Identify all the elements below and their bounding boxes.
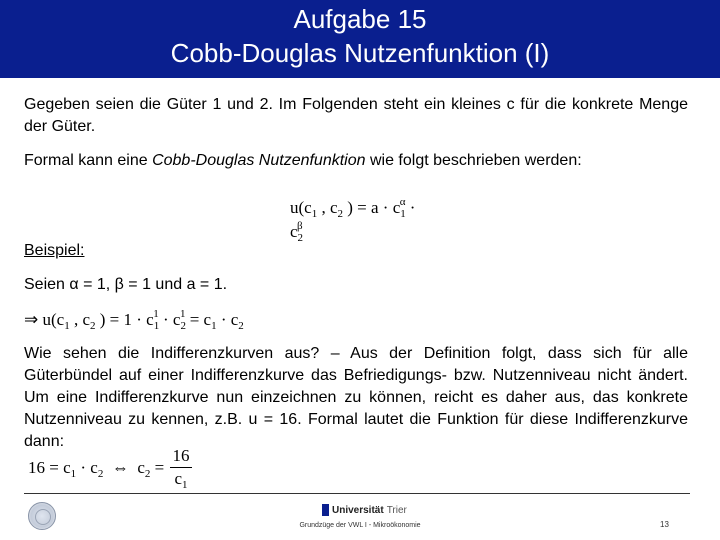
formal-prefix: Formal kann eine xyxy=(24,152,153,169)
slide-title-line1: Aufgabe 15 xyxy=(293,4,427,34)
university-logo-mark-icon xyxy=(322,504,329,516)
formal-paragraph xyxy=(24,150,688,172)
formal-suffix: wie folgt beschrieben werden: xyxy=(365,152,582,169)
example-heading: Beispiel: xyxy=(24,242,85,259)
logo-name: Universität xyxy=(332,504,384,516)
course-title: Grundzüge der VWL I - Mikroökonomie xyxy=(299,522,421,529)
slide-title-line2: Cobb-Douglas Nutzenfunktion (I) xyxy=(170,38,550,68)
fraction-16-over-c1: 16 $c_1$ xyxy=(170,447,192,494)
example-formula: ⇒ $u(c_1$ , $c_2$ ) = $1 \cdot c_1^1 \cdot c_2^1 = c_1 \cdot c_2$ xyxy=(24,308,244,332)
footer-divider xyxy=(24,493,690,494)
logo-city: Trier xyxy=(386,504,407,516)
page-number: 13 xyxy=(660,520,669,529)
intro-paragraph: Gegeben seien die Güter 1 und 2. Im Folgenden steht ein kleines c für die konkrete Menge der Güter. xyxy=(24,96,688,135)
example-parameters: Seien α = 1, β = 1 und a = 1. xyxy=(24,276,228,293)
cobb-douglas-formula: $u(c_1$ , $c_2$ ) = $a \cdot c_1^\alpha \cdot c_2^\beta$ xyxy=(290,196,416,244)
university-logo xyxy=(322,502,407,518)
explanation-paragraph: Wie sehen die Indifferenzkurven aus? – Aus der Definition folgt, dass sich für alle Güterbündel auf einer Indifferenzkurve das Befriedigungs- bzw. Nutzenniveau nicht ändert. Um eine Indifferenzkurve nun einzeichnen zu können, reicht es daher aus, das konkrete Nutzenniveau zu kennen, z.B. u = 16. Formal lautet die Funktion für diese Indifferenzkurve dann: xyxy=(24,345,688,450)
formal-term: Cobb-Douglas Nutzenfunktion xyxy=(152,152,366,169)
university-seal-icon xyxy=(28,502,56,530)
indifference-curve-formula: $16 = c_1 \cdot c_2$ ⇔ $c_2$ = xyxy=(28,458,165,480)
slide-header xyxy=(0,0,720,78)
